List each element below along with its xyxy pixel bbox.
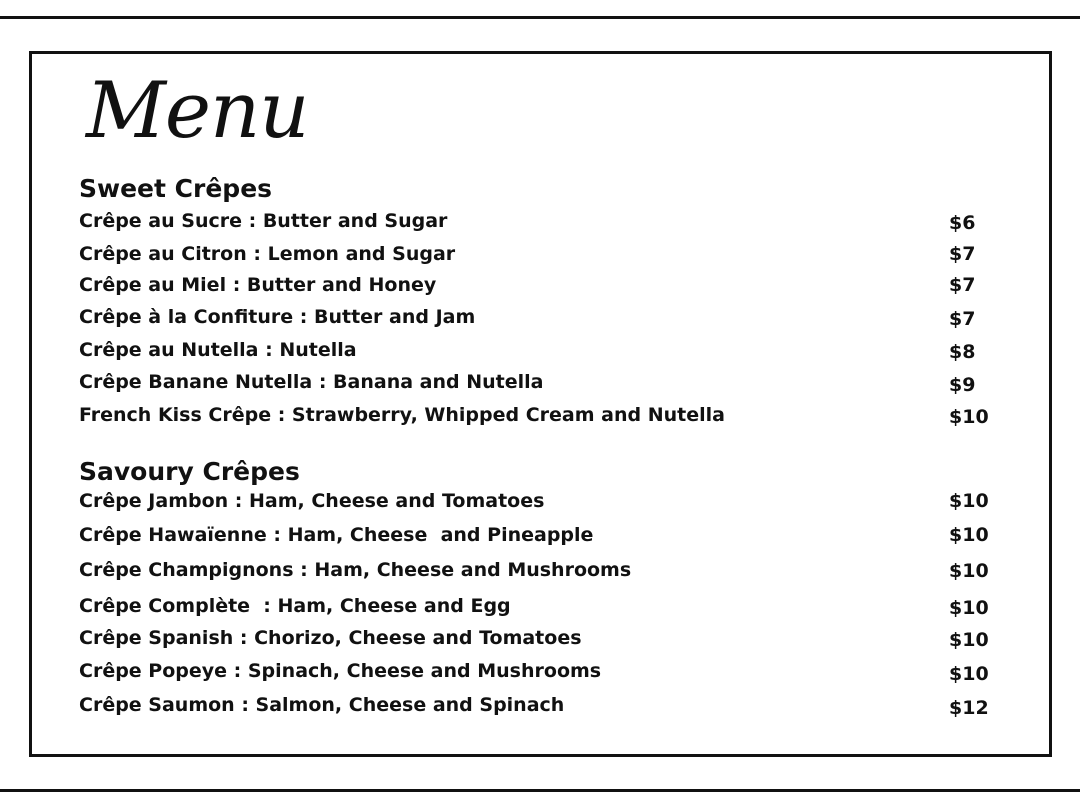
menu-item-price: $10: [949, 490, 989, 512]
menu-item-price: $8: [949, 341, 976, 363]
menu-item-name: French Kiss Crêpe : Strawberry, Whipped Cream and Nutella: [79, 404, 725, 426]
menu-item-name: Crêpe au Sucre : Butter and Sugar: [79, 210, 448, 232]
menu-item-price: $6: [949, 212, 976, 234]
menu-item-price: $10: [949, 560, 989, 582]
menu-item-price: $10: [949, 663, 989, 685]
menu-item-price: $10: [949, 629, 989, 651]
menu-item-price: $9: [949, 374, 976, 396]
menu-item-name: Crêpe Spanish : Chorizo, Cheese and Tomatoes: [79, 627, 582, 649]
menu-item-price: $10: [949, 524, 989, 546]
menu-item-name: Crêpe Champignons : Ham, Cheese and Mushrooms: [79, 559, 632, 581]
menu-item-price: $7: [949, 274, 976, 296]
menu-title: Menu: [86, 66, 309, 156]
menu-item-name: Crêpe Banane Nutella : Banana and Nutella: [79, 371, 544, 393]
menu-item-name: Crêpe Jambon : Ham, Cheese and Tomatoes: [79, 490, 545, 512]
menu-item-name: Crêpe Complète : Ham, Cheese and Egg: [79, 595, 511, 617]
menu-item-name: Crêpe au Citron : Lemon and Sugar: [79, 243, 456, 265]
menu-item-name: Crêpe à la Confiture : Butter and Jam: [79, 306, 476, 328]
top-rule: [0, 16, 1080, 19]
menu-item-name: Crêpe Hawaïenne : Ham, Cheese and Pineapple: [79, 524, 594, 546]
section-heading-sweet: Sweet Crêpes: [79, 174, 273, 203]
menu-item-name: Crêpe Popeye : Spinach, Cheese and Mushrooms: [79, 660, 602, 682]
menu-item-name: Crêpe au Nutella : Nutella: [79, 339, 357, 361]
bottom-rule: [0, 789, 1080, 792]
menu-item-name: Crêpe Saumon : Salmon, Cheese and Spinach: [79, 694, 565, 716]
section-heading-savoury: Savoury Crêpes: [79, 457, 300, 486]
menu-item-price: $10: [949, 597, 989, 619]
menu-item-price: $7: [949, 308, 976, 330]
menu-item-price: $7: [949, 243, 976, 265]
menu-item-price: $10: [949, 406, 989, 428]
menu-item-price: $12: [949, 697, 989, 719]
menu-item-name: Crêpe au Miel : Butter and Honey: [79, 274, 437, 296]
